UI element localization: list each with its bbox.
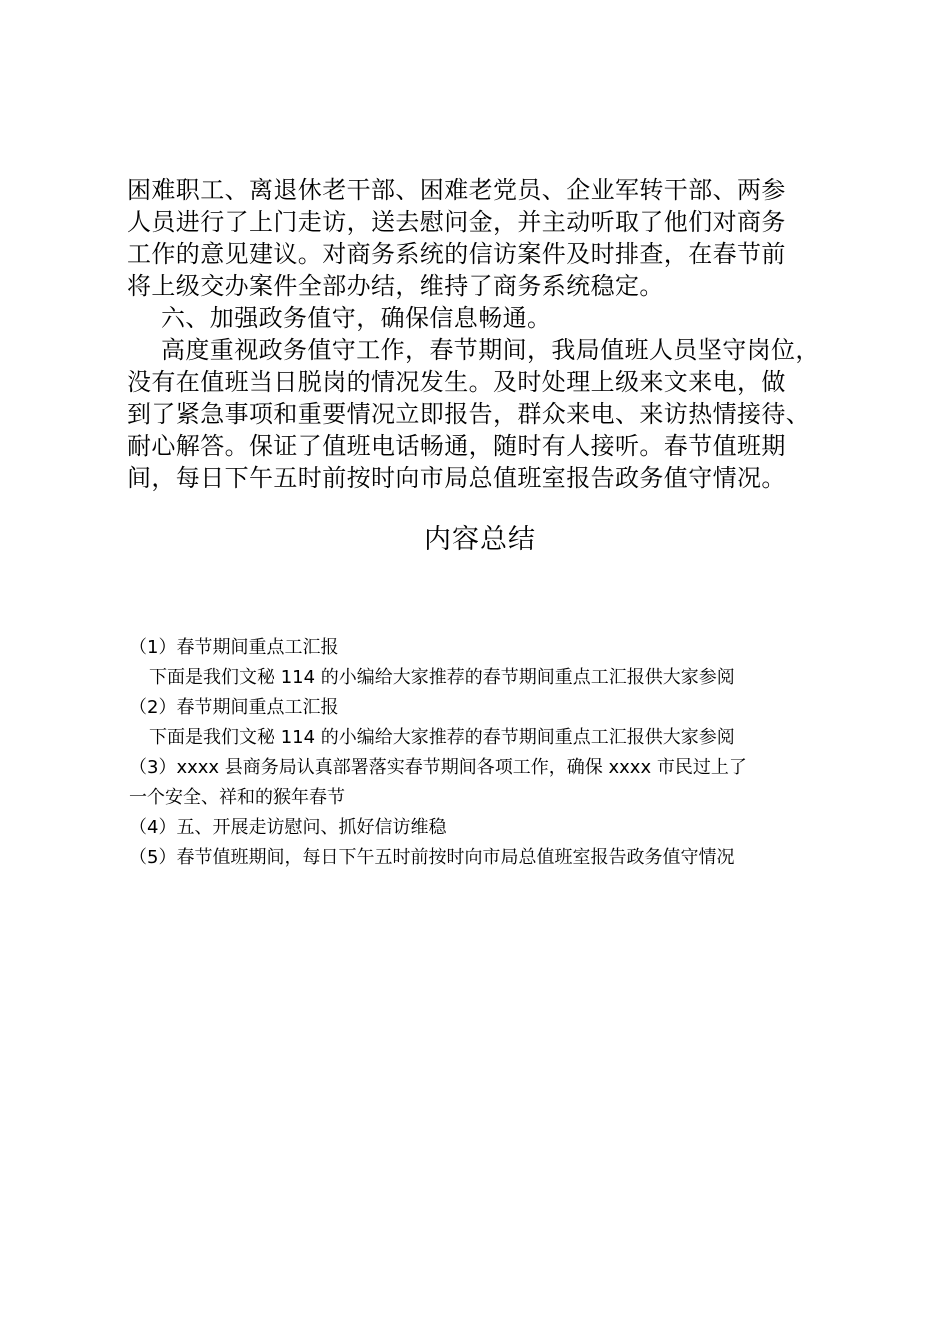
text-line: 人员进行了上门走访，送去慰问金，并主动听取了他们对商务 bbox=[127, 208, 786, 236]
section-heading-text: 六、加强政务值守，确保信息畅通。 bbox=[161, 304, 552, 332]
summary-item-subtext: 下面是我们文秘 114 的小编给大家推荐的春节期间重点工汇报供大家参阅 bbox=[149, 727, 735, 748]
text-line: 耐心解答。保证了值班电话畅通，随时有人接听。春节值班期 bbox=[127, 432, 786, 460]
paragraph-duty bbox=[127, 334, 847, 494]
summary-item-text: 春节期间重点工汇报 bbox=[176, 637, 339, 658]
summary-item-text: 春节值班期间，每日下午五时前按时向市局总值班室报告政务值守情况 bbox=[176, 847, 735, 868]
summary-item-text: 五、开展走访慰问、抓好信访维稳 bbox=[176, 817, 447, 838]
summary-list bbox=[129, 633, 829, 873]
summary-item bbox=[129, 813, 829, 843]
section-heading-duty bbox=[127, 302, 847, 334]
summary-item-number: （2） bbox=[129, 697, 177, 718]
document-body bbox=[127, 174, 847, 494]
summary-item-number: （1） bbox=[129, 637, 177, 658]
text-line: 到了紧急事项和重要情况立即报告，群众来电、来访热情接待、 bbox=[127, 400, 811, 428]
summary-item-number: （4） bbox=[129, 817, 177, 838]
summary-item-number: （3） bbox=[129, 757, 177, 778]
text-line: 困难职工、离退休老干部、困难老党员、企业军转干部、两参 bbox=[127, 176, 786, 204]
summary-item-text: xxxx 县商务局认真部署落实春节期间各项工作，确保 xxxx 市民过上了 bbox=[176, 757, 747, 778]
summary-item-number: （5） bbox=[129, 847, 177, 868]
text-line: 没有在值班当日脱岗的情况发生。及时处理上级来文来电，做 bbox=[127, 368, 786, 396]
summary-title: 内容总结 bbox=[424, 524, 536, 555]
summary-item bbox=[129, 843, 829, 873]
summary-item-continuation: 一个安全、祥和的猴年春节 bbox=[129, 787, 345, 808]
text-line: 间，每日下午五时前按时向市局总值班室报告政务值守情况。 bbox=[127, 464, 786, 492]
text-line: 将上级交办案件全部办结，维持了商务系统稳定。 bbox=[127, 272, 664, 300]
text-line: 高度重视政务值守工作，春节期间，我局值班人员坚守岗位， bbox=[161, 336, 820, 364]
summary-item-text: 春节期间重点工汇报 bbox=[176, 697, 339, 718]
summary-item-subtext: 下面是我们文秘 114 的小编给大家推荐的春节期间重点工汇报供大家参阅 bbox=[149, 667, 735, 688]
summary-item bbox=[129, 753, 829, 813]
summary-item bbox=[129, 693, 829, 753]
paragraph-visits bbox=[127, 174, 847, 302]
summary-item bbox=[129, 633, 829, 693]
text-line: 工作的意见建议。对商务系统的信访案件及时排查，在春节前 bbox=[127, 240, 786, 268]
